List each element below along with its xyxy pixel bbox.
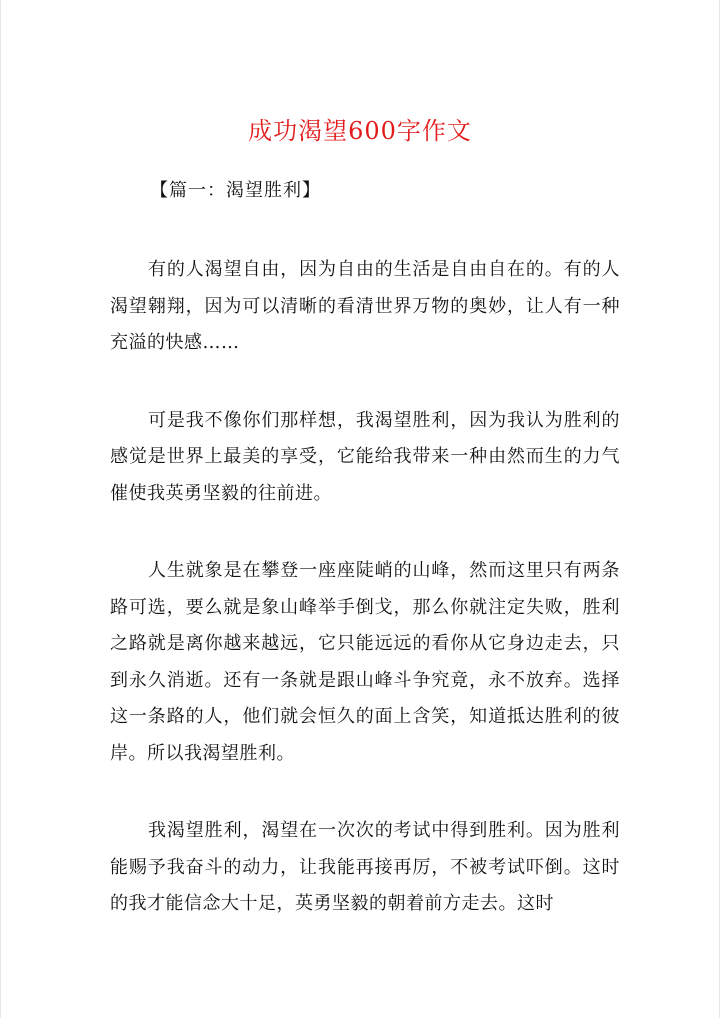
section-heading: 【篇一：渴望胜利】 bbox=[150, 180, 321, 201]
paragraph-2: 可是我不像你们那样想，我渴望胜利，因为我认为胜利的感觉是世界上最美的享受，它能给我带来一种由然而生的力气催使我英勇坚毅的往前进。 bbox=[110, 409, 620, 504]
paragraph-3: 人生就象是在攀登一座座陡峭的山峰，然而这里只有两条路可选，要么就是象山峰举手倒戈，那么你就注定失败，胜利之路就是离你越来越远，它只能远远的看你从它身边走去，只到永久消逝。还有一条就是跟山峰斗争究竟，永不放弃。选择这一条路的人，他们就会恒久的面上含笑，知道抵达胜利的彼岸。所以我渴望胜利。 bbox=[110, 560, 620, 764]
document-body bbox=[110, 252, 620, 964]
document-title: 成功渴望600字作文 bbox=[248, 117, 472, 145]
page-left-edge bbox=[0, 0, 1, 1018]
paragraph-4: 我渴望胜利，渴望在一次次的考试中得到胜利。因为胜利能赐予我奋斗的动力，让我能再接再厉，不被考试吓倒。这时的我才能信念大十足，英勇坚毅的朝着前方走去。这时 bbox=[110, 820, 620, 914]
paragraph-1: 有的人渴望自由，因为自由的生活是自由自在的。有的人渴望翱翔，因为可以清晰的看清世界万物的奥妙，让人有一种充溢的快感…… bbox=[110, 259, 620, 353]
